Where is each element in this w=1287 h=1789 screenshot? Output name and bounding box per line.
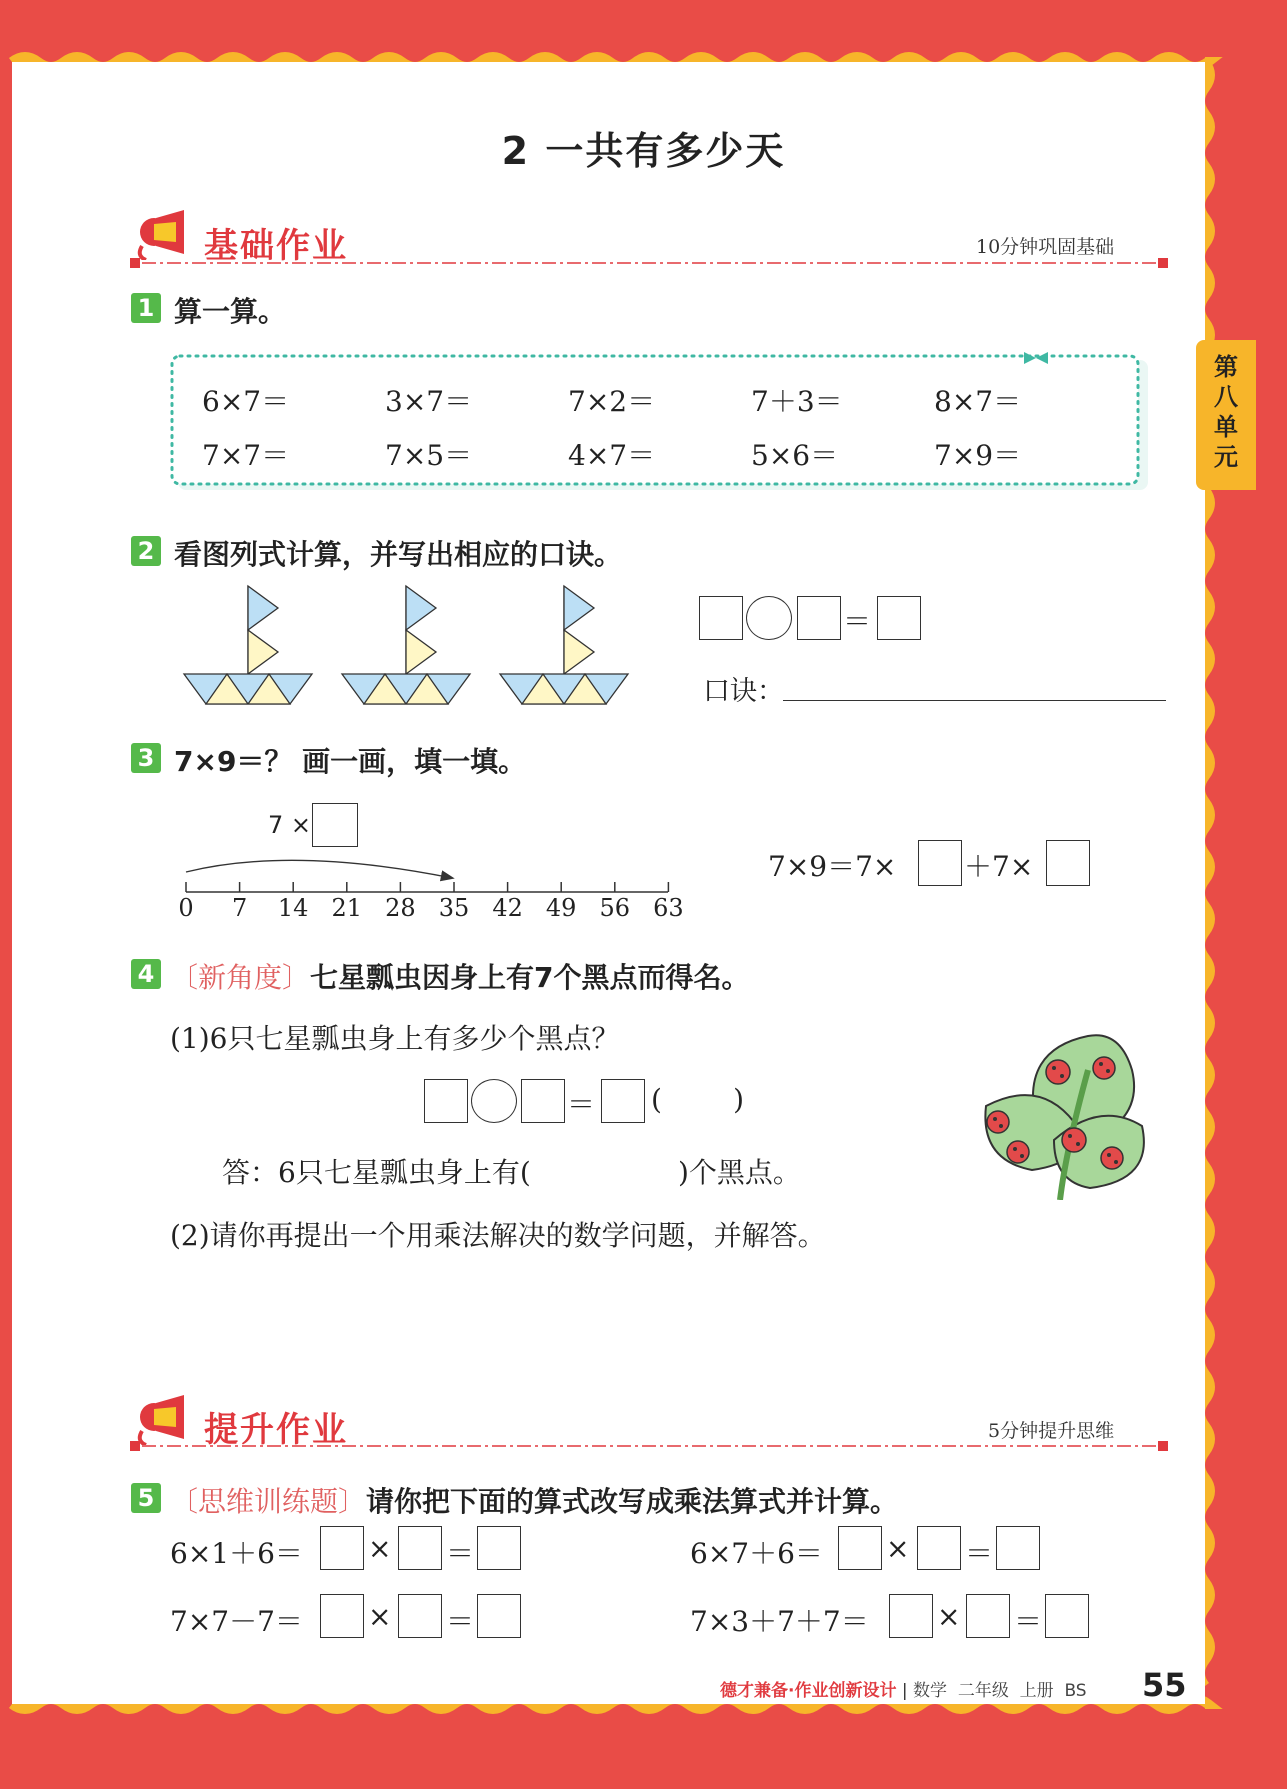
q5-item-1-times: × — [368, 1532, 392, 1565]
sailboat-2 — [342, 586, 470, 704]
q5-item-3-times: × — [368, 1600, 392, 1633]
section-basic-note: 10分钟巩固基础 — [976, 236, 1115, 258]
question-3-text: 7×9＝？ 画一画，填一填。 — [174, 745, 527, 778]
q1-calc-1-5: 8×7＝ — [934, 385, 1022, 418]
q1-calc-2-2: 7×5＝ — [385, 439, 473, 472]
q2-operator-circle[interactable] — [746, 596, 792, 640]
q3-tick-label: 63 — [653, 894, 684, 922]
q3-tick-label: 42 — [492, 894, 523, 922]
q3-eq-part2: ＋7× — [964, 850, 1034, 883]
unit-side-tab[interactable] — [1196, 340, 1256, 490]
question-number-5: 5 — [131, 1483, 161, 1513]
question-1-text: 算一算。 — [174, 295, 287, 328]
q5-item-1: 6×1＋6＝ — [170, 1537, 303, 1570]
q5-body: 请你把下面的算式改写成乘法算式并计算。 — [366, 1485, 899, 1518]
q5-tag: 〔思维训练题〕 — [170, 1485, 367, 1518]
question-5-text — [170, 1480, 898, 1520]
footer-info: 数学 二年级 上册 BS — [913, 1681, 1087, 1701]
q5-item-3-equals: ＝ — [446, 1605, 475, 1638]
q5-item-3-box-2[interactable] — [398, 1594, 442, 1638]
footer-separator: | — [901, 1681, 914, 1701]
question-4-text — [170, 956, 750, 996]
ladybug-3 — [987, 1111, 1009, 1133]
section-advanced-title: 提升作业 — [204, 1410, 348, 1450]
q4-equals: ＝ — [567, 1088, 596, 1121]
q5-item-4-equals: ＝ — [1014, 1605, 1043, 1638]
q5-item-2-box-2[interactable] — [917, 1526, 961, 1570]
q3-eq-part1: 7×9＝7× — [768, 850, 897, 883]
question-number-2: 2 — [131, 536, 161, 566]
q1-calc-2-4: 5×6＝ — [751, 439, 839, 472]
q1-calc-1-3: 7×2＝ — [568, 385, 656, 418]
question-number-1: 1 — [131, 293, 161, 323]
question-number-3: 3 — [131, 743, 161, 773]
q4-sub1: (1)6只七星瓢虫身上有多少个黑点？ — [170, 1022, 620, 1055]
q3-tick-label: 7 — [231, 894, 248, 922]
q4-box-result[interactable] — [601, 1079, 645, 1123]
q5-item-4-box-3[interactable] — [1045, 1594, 1089, 1638]
q4-answer-b: )个黑点。 — [678, 1156, 801, 1189]
section-advanced-divider — [130, 1438, 1170, 1454]
q5-item-4-times: × — [937, 1600, 961, 1633]
q2-equals: ＝ — [843, 605, 872, 638]
ladybug-6 — [1101, 1147, 1123, 1169]
q3-arc-label: 7 × — [268, 811, 312, 839]
q2-box-1[interactable] — [699, 596, 743, 640]
ladybug-2 — [1093, 1057, 1115, 1079]
q5-item-4-box-2[interactable] — [966, 1594, 1010, 1638]
q1-calc-2-3: 4×7＝ — [568, 439, 656, 472]
question-number-4: 4 — [131, 959, 161, 989]
q3-tick-label: 21 — [331, 894, 363, 922]
sailboat-1 — [184, 586, 312, 704]
q3-tick-label: 49 — [545, 894, 577, 922]
q2-box-2[interactable] — [797, 596, 841, 640]
q3-tick-label: 14 — [277, 894, 309, 922]
q3-tick-label: 35 — [438, 894, 470, 922]
q3-number-line — [170, 842, 690, 898]
sailboat-3 — [500, 586, 628, 704]
q5-item-4: 7×3＋7＋7＝ — [690, 1605, 869, 1638]
section-basic-divider — [130, 255, 1170, 271]
q4-box-2[interactable] — [521, 1079, 565, 1123]
q5-item-2-box-3[interactable] — [996, 1526, 1040, 1570]
ladybug-1 — [1046, 1060, 1070, 1084]
q5-item-2: 6×7＋6＝ — [690, 1537, 823, 1570]
q5-item-3: 7×7－7＝ — [170, 1605, 303, 1638]
megaphone-icon — [132, 208, 190, 260]
q3-tick-label: 0 — [178, 894, 194, 922]
question-2-text: 看图列式计算，并写出相应的口诀。 — [174, 538, 623, 571]
q5-item-2-box-1[interactable] — [838, 1526, 882, 1570]
q3-box-2[interactable] — [1046, 840, 1090, 886]
page-title: 2 一共有多少天 — [501, 129, 786, 173]
unit-side-tab-label: 第八单元 — [1214, 353, 1238, 471]
q5-item-4-box-1[interactable] — [889, 1594, 933, 1638]
q1-calc-1-2: 3×7＝ — [385, 385, 473, 418]
q4-box-1[interactable] — [424, 1079, 468, 1123]
q3-tick-marks — [186, 882, 668, 892]
q5-item-1-box-1[interactable] — [320, 1526, 364, 1570]
section-advanced-note: 5分钟提升思维 — [988, 1420, 1115, 1442]
q5-item-3-box-3[interactable] — [477, 1594, 521, 1638]
q2-koujue-label: 口诀： — [703, 676, 784, 707]
q2-koujue-line[interactable] — [783, 700, 1166, 701]
q4-operator-circle[interactable] — [471, 1079, 517, 1123]
section-basic-title: 基础作业 — [204, 226, 348, 266]
ladybug-5 — [1062, 1128, 1086, 1152]
footer-brand-text: 德才兼备·作业创新设计 — [720, 1681, 897, 1701]
q3-tick-label: 28 — [385, 894, 416, 922]
page-number: 55 — [1142, 1666, 1187, 1704]
ladybug-4 — [1007, 1141, 1029, 1163]
q2-box-result[interactable] — [877, 596, 921, 640]
q3-arc-box[interactable] — [312, 803, 358, 847]
q1-calc-2-5: 7×9＝ — [934, 439, 1022, 472]
sailboat-figures — [180, 582, 640, 710]
q4-tag: 〔新角度〕 — [170, 961, 311, 994]
q5-item-2-times: × — [886, 1532, 910, 1565]
q5-item-1-box-3[interactable] — [477, 1526, 521, 1570]
q3-box-1[interactable] — [918, 840, 962, 886]
q5-item-2-equals: ＝ — [965, 1537, 994, 1570]
q1-calc-2-1: 7×7＝ — [202, 439, 290, 472]
q5-item-3-box-1[interactable] — [320, 1594, 364, 1638]
footer-brand — [720, 1676, 1087, 1701]
q5-item-1-box-2[interactable] — [398, 1526, 442, 1570]
q5-item-1-equals: ＝ — [446, 1537, 475, 1570]
q4-answer-a: 答：6只七星瓢虫身上有( — [222, 1156, 531, 1189]
q1-calc-1-4: 7＋3＝ — [751, 385, 843, 418]
q3-tick-label: 56 — [599, 894, 631, 922]
q4-unit-paren[interactable]: ( ) — [651, 1083, 745, 1116]
q1-calc-1-1: 6×7＝ — [202, 385, 290, 418]
q4-body: 七星瓢虫因身上有7个黑点而得名。 — [310, 961, 750, 994]
q4-sub2: (2)请你再提出一个用乘法解决的数学问题，并解答。 — [170, 1219, 826, 1252]
ladybug-leaves-illustration — [970, 1030, 1156, 1200]
